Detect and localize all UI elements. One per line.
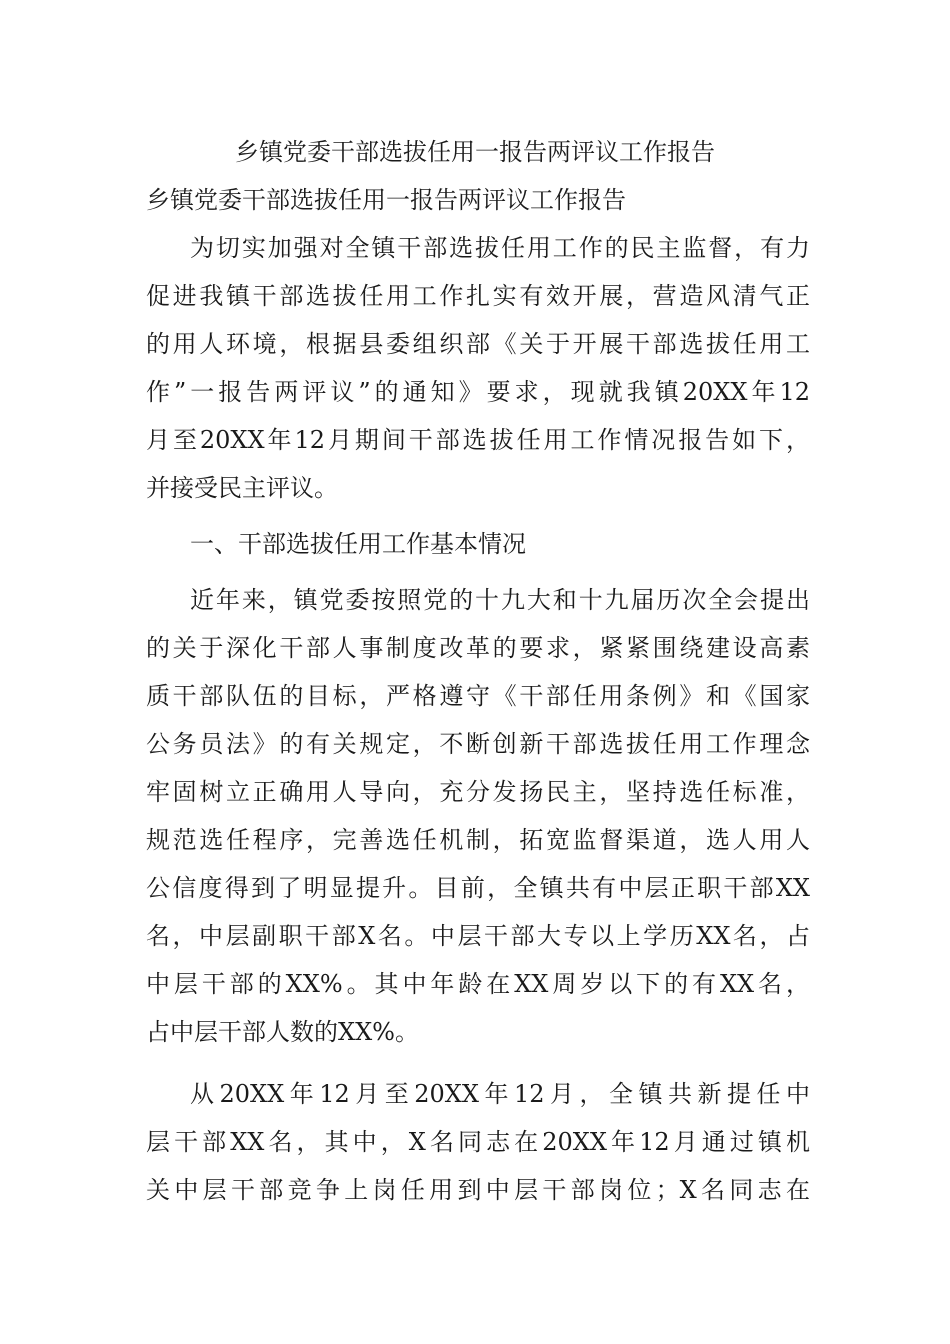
document-title: 乡镇党委干部选拔任用一报告两评议工作报告	[235, 138, 715, 166]
paragraph-line: 为切实加强对全镇干部选拔任用工作的民主监督，有力	[190, 234, 810, 262]
section-heading: 一、干部选拔任用工作基本情况	[190, 530, 526, 558]
paragraph-line: 规范选任程序，完善选任机制，拓宽监督渠道，选人用人	[146, 826, 810, 854]
paragraph-line: 质干部队伍的目标，严格遵守《干部任用条例》和《国家	[146, 682, 810, 710]
paragraph-line: 关中层干部竞争上岗任用到中层干部岗位；X名同志在	[146, 1176, 810, 1204]
paragraph-line: 近年来，镇党委按照党的十九大和十九届历次全会提出	[190, 586, 810, 614]
paragraph-line: 并接受民主评议。	[146, 474, 338, 502]
paragraph-line: 作”一报告两评议”的通知》要求，现就我镇20XX年12	[146, 378, 810, 406]
paragraph-line: 层干部XX名，其中，X名同志在20XX年12月通过镇机	[146, 1128, 810, 1156]
paragraph-line: 占中层干部人数的XX%。	[146, 1018, 419, 1046]
paragraph-line: 牢固树立正确用人导向，充分发扬民主，坚持选任标准，	[146, 778, 810, 806]
paragraph-line: 公务员法》的有关规定，不断创新干部选拔任用工作理念	[146, 730, 810, 758]
paragraph-line: 中层干部的XX%。其中年龄在XX周岁以下的有XX名，	[146, 970, 810, 998]
paragraph-line: 公信度得到了明显提升。目前，全镇共有中层正职干部XX	[146, 874, 810, 902]
paragraph-line: 月至20XX年12月期间干部选拔任用工作情况报告如下，	[146, 426, 810, 454]
paragraph-line: 从20XX年12月至20XX年12月，全镇共新提任中	[190, 1080, 810, 1108]
document-subtitle: 乡镇党委干部选拔任用一报告两评议工作报告	[146, 186, 626, 214]
paragraph-line: 的用人环境，根据县委组织部《关于开展干部选拔任用工	[146, 330, 810, 358]
paragraph-line: 名，中层副职干部X名。中层干部大专以上学历XX名，占	[146, 922, 810, 950]
paragraph-line: 的关于深化干部人事制度改革的要求，紧紧围绕建设高素	[146, 634, 810, 662]
paragraph-line: 促进我镇干部选拔任用工作扎实有效开展，营造风清气正	[146, 282, 810, 310]
